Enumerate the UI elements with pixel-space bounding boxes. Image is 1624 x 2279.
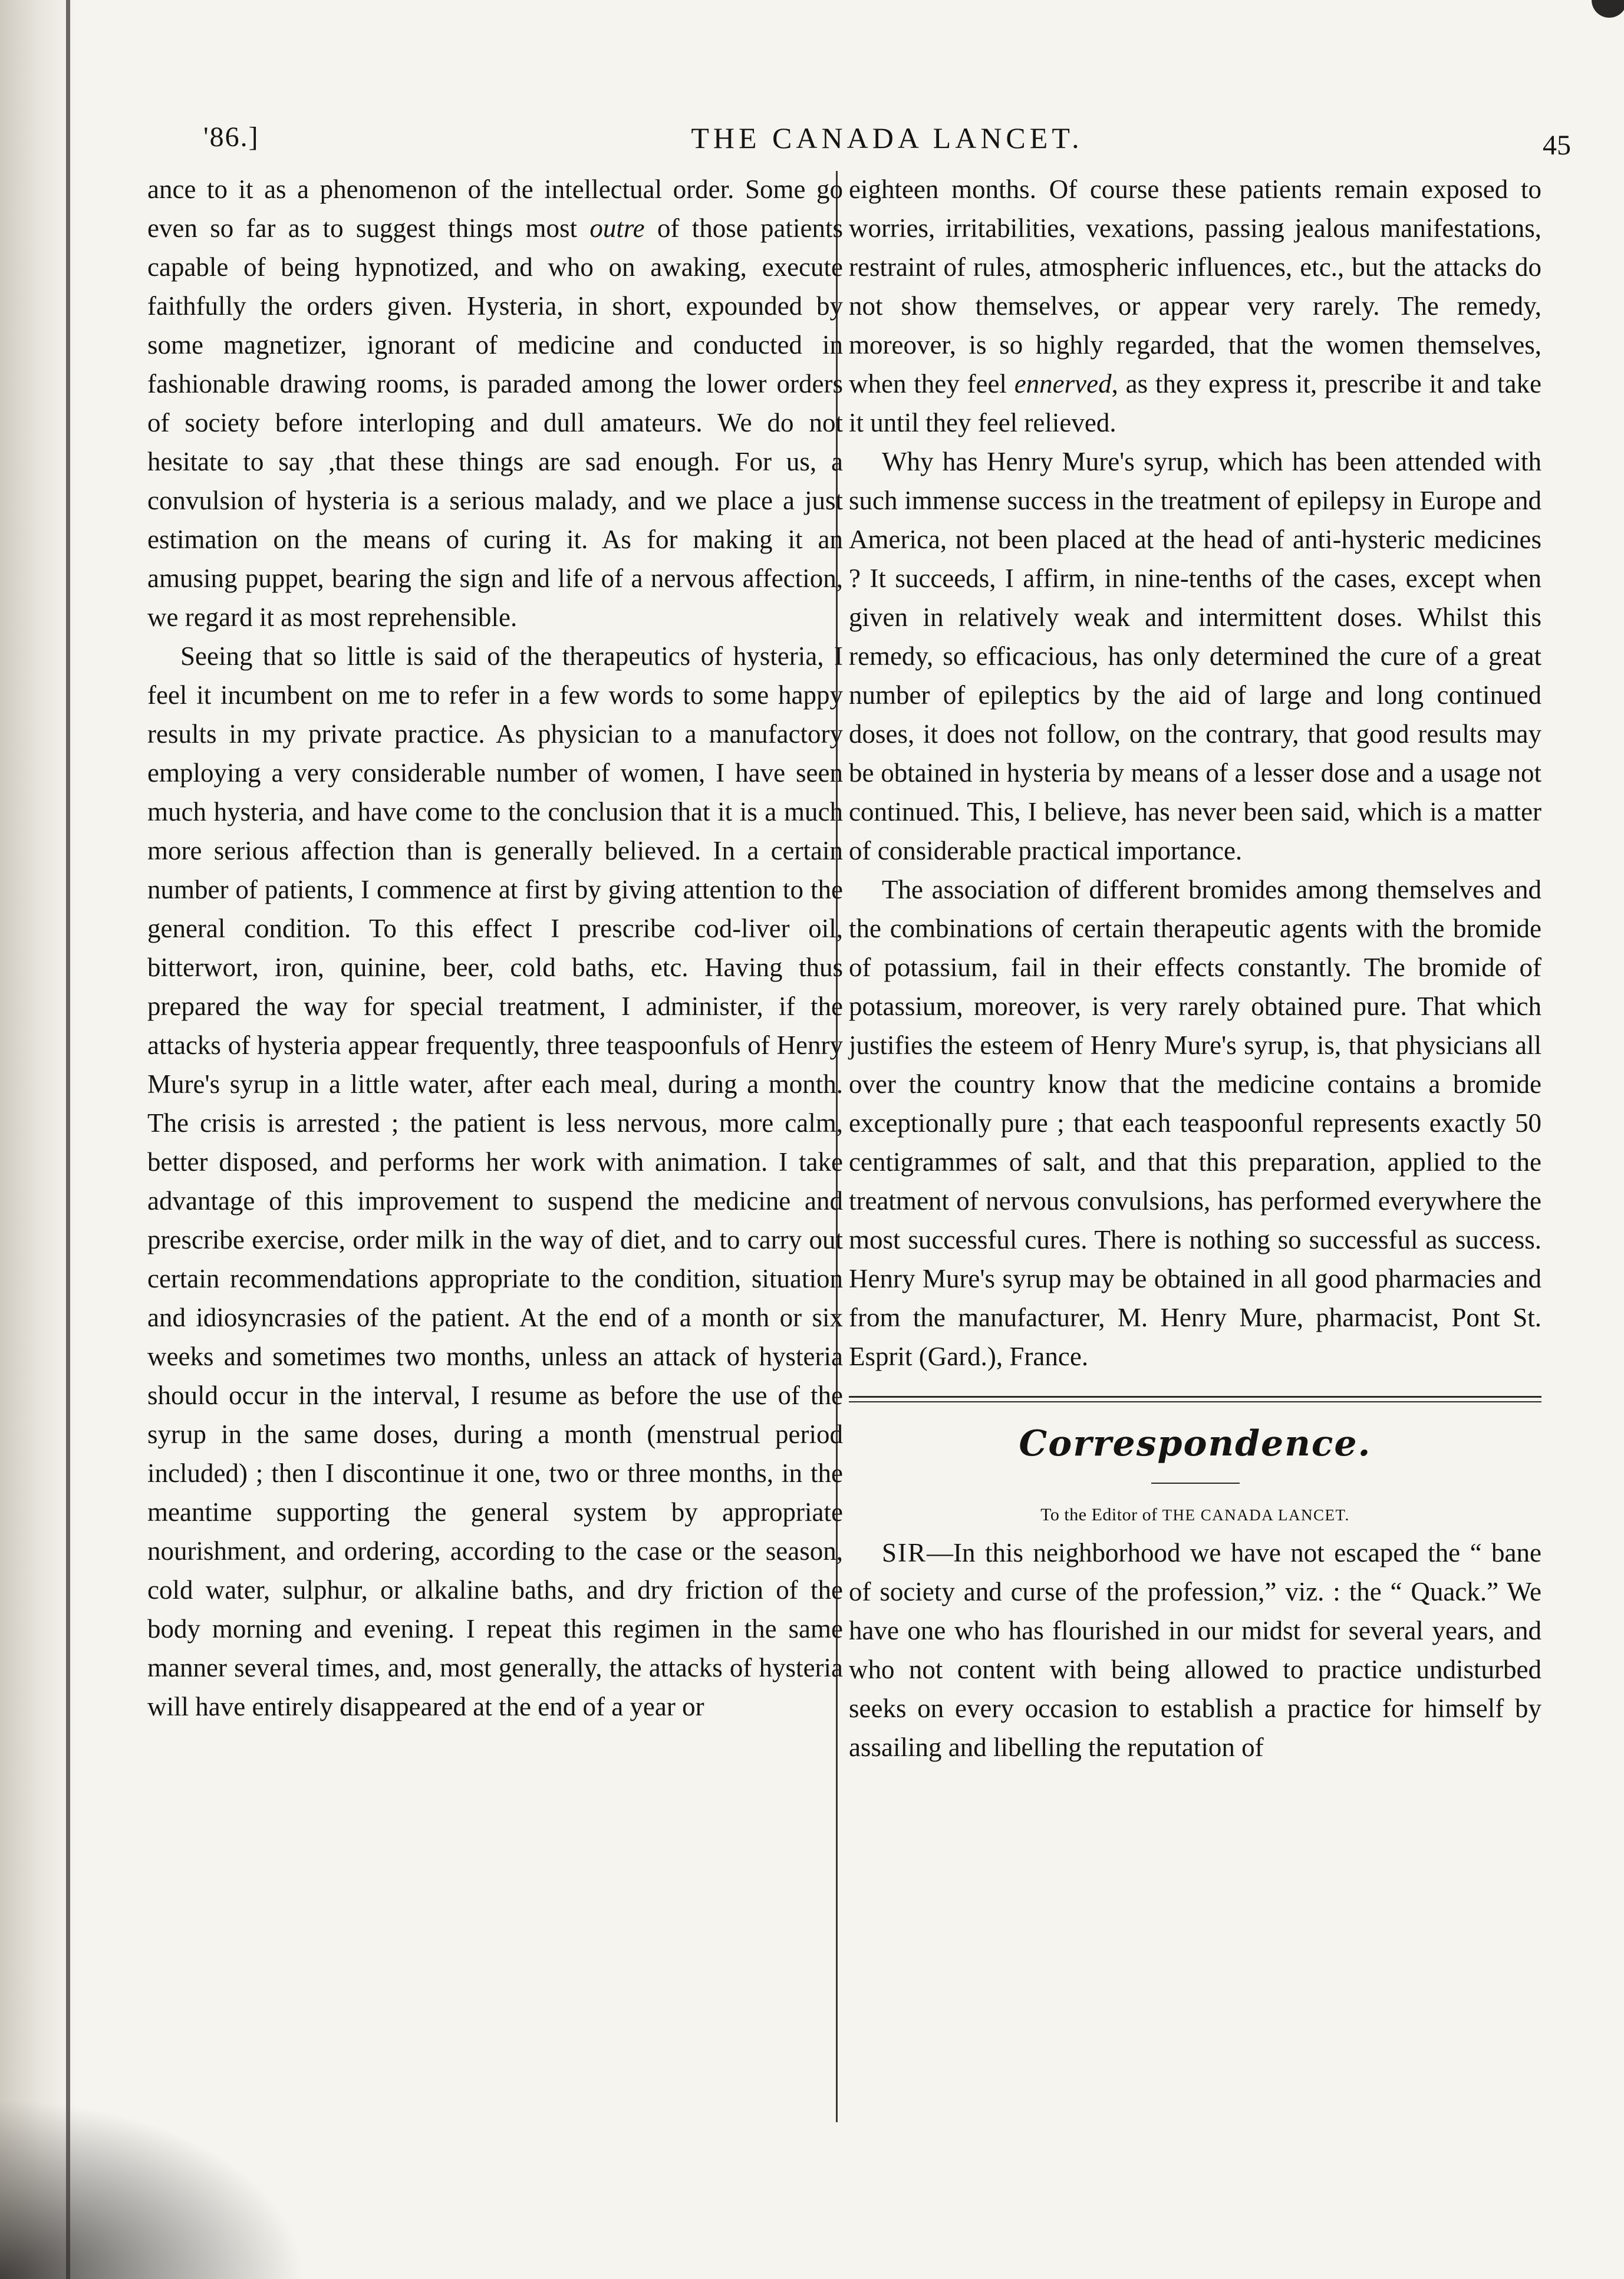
- right-column: [849, 170, 1541, 1767]
- paragraph: ance to it as a phenomenon of the intellectual order. Some go even so far as to suggest things most outre of those patients capable of being hypnotized, and who on awaking, execute faithfully the orders given. Hysteria, in short, expounded by some magnetizer, ignorant of medicine and conducted in fashionable drawing rooms, is paraded among the lower orders of society before interloping and dull amateurs. We do not hesitate to say ,that these things are sad enough. For us, a convulsion of hysteria is a serious malady, and we place a just estimation on the means of curing it. As for making it an amusing puppet, bearing the sign and life of a nervous affection, we regard it as most reprehensible.: [147, 174, 843, 632]
- paragraph: Why has Henry Mure's syrup, which has been attended with such immense success in the treatment of epilepsy in Europe and America, not been placed at the head of anti-hysteric medicines ? It succeeds, I affirm, in nine-tenths of the cases, except when given in relatively weak and intermittent doses. Whilst this remedy, so efficacious, has only determined the cure of a great number of epileptics by the aid of large and long continued doses, it does not follow, on the contrary, that good results may be obtained in hysteria by means of a lesser dose and a usage not continued. This, I believe, has never been said, which is a matter of considerable practical importance.: [849, 447, 1541, 865]
- letter-paragraph: SIR—In this neighborhood we have not escaped the “ bane of society and curse of the profession,” viz. : the “ Quack.” We have one who has flourished in our midst for several years, and who not content with being allowed to practice undisturbed seeks on every occasion to establish a practice for himself by assailing and libelling the reputation of: [849, 1538, 1541, 1762]
- paragraph: Seeing that so little is said of the therapeutics of hysteria, I feel it incumbent on me to refer in a few words to some happy results in my private practice. As physician to a manufactory employing a very considerable number of women, I have seen much hysteria, and have come to the conclusion that it is a much more serious affection than is generally believed. In a certain number of patients, I commence at first by giving attention to the general condition. To this effect I prescribe cod-liver oil, bitterwort, iron, quinine, beer, cold baths, etc. Having thus prepared the way for special treatment, I administer, if the attacks of hysteria appear frequently, three teaspoonfuls of Henry Mure's syrup in a little water, after each meal, during a month. The crisis is arrested ; the patient is less nervous, more calm, better disposed, and performs her work with animation. I take advantage of this improvement to suspend the medicine and prescribe exercise, order milk in the way of diet, and to carry out certain recommendations appropriate to the condition, situation and idiosyncrasies of the patient. At the end of a month or six weeks and sometimes two months, unless an attack of hysteria should occur in the interval, I resume as before the use of the syrup in the same doses, during a month (menstrual period included) ; then I discontinue it one, two or three months, in the meantime supporting the general system by appropriate nourishment, and ordering, according to the case or the season, cold water, sulphur, or alkaline baths, and dry friction of the body morning and evening. I repeat this regimen in the same manner several times, and, most generally, the attacks of hysteria will have entirely disappeared at the end of a year or: [147, 641, 843, 1721]
- corner-ink-mark: [1592, 0, 1624, 18]
- page-number: 45: [1543, 130, 1571, 161]
- section-heading: Correspondence.: [1019, 1423, 1372, 1464]
- section-rule: [849, 1396, 1541, 1402]
- page-edge-shadow: [0, 0, 77, 2279]
- journal-title: THE CANADA LANCET.: [691, 121, 1083, 154]
- running-head: [203, 121, 1571, 162]
- corner-smudge: [0, 2099, 307, 2279]
- paragraph: The association of different bromides among themselves and the combinations of certain therapeutic agents with the bromide of potassium, fail in their effects constantly. The bromide of potassium, moreover, is very rarely obtained pure. That which justifies the esteem of Henry Mure's syrup, is, that physicians all over the country know that the medicine contains a bromide exceptionally pure ; that each teaspoonful represents exactly 50 centigrammes of salt, and that this preparation, applied to the treatment of nervous convulsions, has performed everywhere the most successful cures. There is nothing so successful as success. Henry Mure's syrup may be obtained in all good pharmacies and from the manufacturer, M. Henry Mure, pharmacist, Pont St. Esprit (Gard.), France.: [849, 875, 1541, 1371]
- running-head-year: '86.]: [203, 121, 259, 153]
- left-column: [147, 170, 843, 1726]
- salutation: SIR: [882, 1538, 927, 1567]
- italic-word: ennerved: [1014, 369, 1112, 399]
- heading-underline: [1151, 1483, 1240, 1484]
- letter-address: To the Editor of THE CANADA LANCET.: [1040, 1505, 1350, 1524]
- paragraph: eighteen months. Of course these patients remain exposed to worries, irritabilities, vexations, passing jealous manifestations, restraint of rules, atmospheric influences, etc., but the attacks do not show themselves, or appear very rarely. The remedy, moreover, is so highly regarded, that the women themselves, when they feel ennerved, as they express it, prescribe it and take it until they feel relieved.: [849, 174, 1541, 437]
- italic-word: outre: [589, 213, 645, 243]
- binding-line: [66, 0, 70, 2279]
